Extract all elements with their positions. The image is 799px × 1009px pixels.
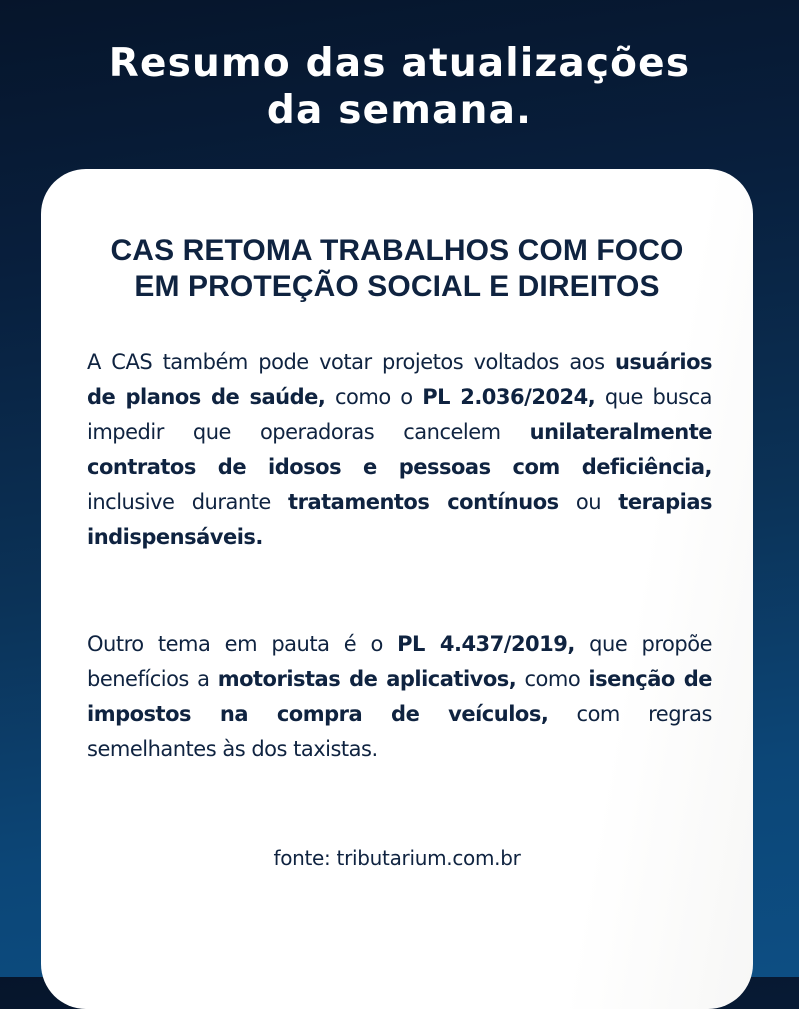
card-headline [41,233,753,305]
page-title-line-1: Resumo das atualizações [108,41,691,86]
highlight-span: tratamentos contínuos [288,490,559,514]
text-span: como [516,667,589,691]
highlight-span: PL 2.036/2024, [422,385,596,409]
text-span: que propõe benefícios a [87,632,712,691]
highlight-span: unilateralmente contratos de idosos e pessoas com deficiência, [87,420,712,479]
text-span: A CAS também pode votar projetos voltados aos [87,350,615,374]
highlight-span: usuários de planos de saúde, [87,350,712,409]
highlight-span: motoristas de aplicativos, [217,667,517,691]
text-span: que busca impedir que operadoras cancelem [87,385,712,444]
text-span: como o [325,385,423,409]
body-paragraph-2 [87,627,712,767]
highlight-span: PL 4.437/2019, [397,632,575,656]
card-headline-line-1: CAS RETOMA TRABALHOS COM FOCO [110,234,684,267]
text-span: com regras semelhantes às dos taxistas. [87,702,712,761]
news-card [41,169,753,1009]
text-span: ou [558,490,619,514]
source-credit: fonte: tributarium.com.br [273,846,521,870]
page-title-line-2: da semana. [266,88,533,133]
highlight-span: terapias indispensáveis. [87,490,712,549]
text-span: Outro tema em pauta é o [87,632,398,656]
text-span: inclusive durante [87,490,289,514]
card-headline-line-2: EM PROTEÇÃO SOCIAL E DIREITOS [134,270,660,303]
body-paragraph-1 [87,345,712,555]
page-title [0,40,799,134]
highlight-span: isenção de impostos na compra de veículos, [87,667,712,726]
